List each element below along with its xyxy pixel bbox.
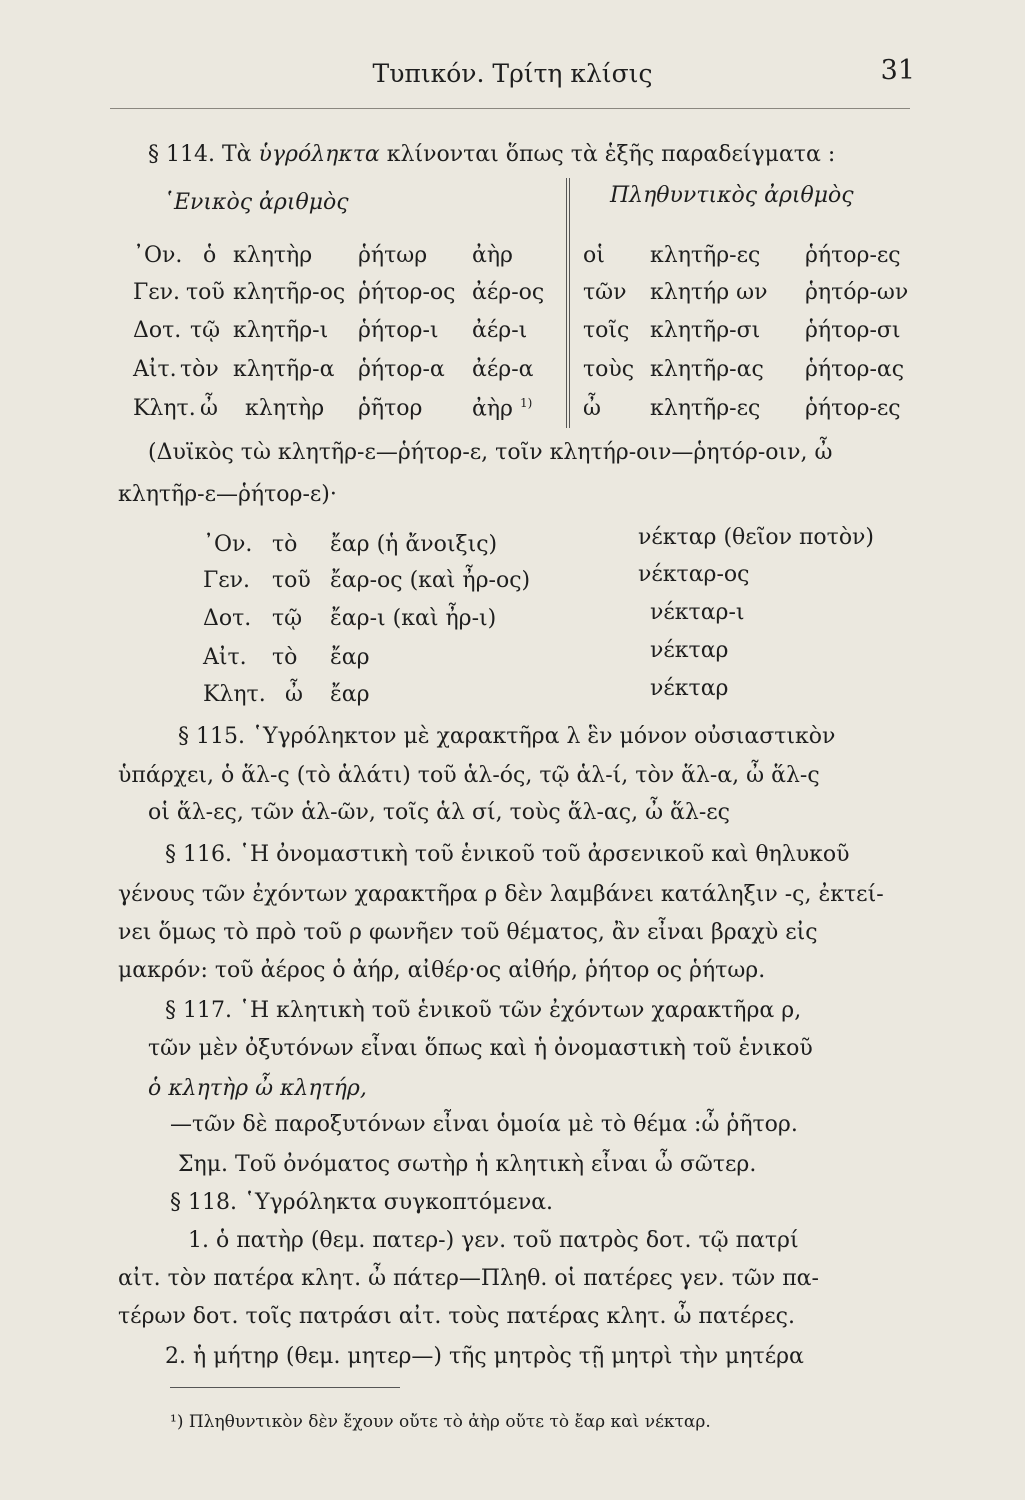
word-ear: ἔαρ	[330, 645, 370, 670]
page-number: 31	[880, 55, 915, 86]
plural-rhetor: ῥήτορ-ας	[805, 357, 905, 382]
plural-kletir: κλητῆρ-ας	[650, 357, 764, 382]
plural-heading: Πληθυντικὸς ἀριθμὸς	[610, 183, 854, 208]
article: ὦ	[285, 682, 303, 707]
case-label: Αἰτ.	[133, 357, 177, 382]
footnote-marker: 1)	[519, 396, 533, 410]
p118-heading: § 118. ῾Υγρόληκτα συγκοπτόμενα.	[170, 1190, 554, 1215]
article: τοῦ	[272, 568, 311, 593]
article: τὸ	[272, 645, 298, 670]
case-label: Αἰτ.	[203, 645, 247, 670]
case-label: Γεν.	[133, 280, 181, 305]
word-ear: ἔαρ-ος (καὶ ἦρ-ος)	[330, 568, 531, 593]
word-ear: ἔαρ-ι (καὶ ἦρ-ι)	[330, 606, 497, 631]
dual-note-line1: (Δυϊκὸς τὼ κλητῆρ-ε—ῥήτορ-ε, τοῖν κλητήρ-οιν—ῥητόρ-οιν, ὦ	[148, 440, 833, 465]
plural-kletir: κλητῆρ-ες	[650, 243, 761, 268]
word-kletir: κλητὴρ	[245, 396, 325, 421]
word-rhetor: ῥῆτορ	[358, 396, 423, 421]
word-aer: ἀὴρ $^{1)}$	[472, 396, 533, 422]
p117-line2: τῶν μὲν ὀξυτόνων εἶναι ὅπως καὶ ἡ ὀνομαστικὴ τοῦ ἑνικοῦ	[148, 1036, 813, 1061]
p115-line2: ὑπάρχει, ὁ ἅλ-ς (τὸ ἁλάτι) τοῦ ἁλ-ός, τῷ ἁλ-ί, τὸν ἅλ-α, ὦ ἅλ-ς	[118, 763, 820, 788]
p116-line1: § 116. ῾Η ὀνομαστικὴ τοῦ ἑνικοῦ τοῦ ἀρσενικοῦ καὶ θηλυκοῦ	[165, 842, 850, 867]
word-aer: ἀέρ-ος	[472, 280, 545, 305]
page-title: Τυπικόν. Τρίτη κλίσις	[372, 59, 653, 88]
word-aer: ἀὴρ	[472, 243, 513, 268]
p116-line3: νει ὅμως τὸ πρὸ τοῦ ρ φωνῆεν τοῦ θέματος, ἂν εἶναι βραχὺ εἰς	[118, 920, 818, 945]
dual-note-line2: κλητῆρ-ε—ῥήτορ-ε)·	[118, 482, 337, 507]
plural-rhetor: ῥήτορ-ες	[805, 243, 901, 268]
article: τῷ	[272, 606, 303, 631]
word-rhetor: ῥήτορ-α	[358, 357, 445, 382]
word-nektar: νέκταρ-ος	[638, 562, 750, 587]
word-rhetor: ῥήτορ-ος	[358, 280, 456, 305]
plural-rhetor: ῥήτορ-ες	[805, 396, 901, 421]
plural-kletir: κλητήρ ων	[650, 280, 768, 305]
word-nektar: νέκταρ	[650, 638, 729, 663]
article: ὦ	[200, 396, 218, 421]
plural-rhetor: ῥήτορ-σι	[805, 318, 901, 343]
article: τὸ	[272, 532, 298, 557]
p118-line1: 1. ὁ πατὴρ (θεμ. πατερ-) γεν. τοῦ πατρὸς δοτ. τῷ πατρί	[188, 1228, 799, 1253]
p117-line1: § 117. ῾Η κλητικὴ τοῦ ἑνικοῦ τῶν ἐχόντων χαρακτῆρα ρ,	[165, 998, 802, 1023]
case-label: ᾽Ον.	[133, 243, 183, 268]
p117-line3: ὁ κλητὴρ ὦ κλητήρ,	[148, 1076, 367, 1101]
case-label: ᾽Ον.	[203, 532, 253, 557]
word-ear: ἔαρ	[330, 682, 370, 707]
article: ὁ	[203, 243, 217, 268]
case-label: Δοτ.	[133, 318, 182, 343]
word-nektar: νέκταρ-ι	[650, 600, 745, 625]
p116-line2: γένους τῶν ἐχόντων χαρακτῆρα ρ δὲν λαμβάνει κατάληξιν -ς, ἐκτεί-	[118, 882, 884, 907]
p115-line1: § 115. ῾Υγρόληκτον μὲ χαρακτῆρα λ ἓν μόνον οὐσιαστικὸν	[178, 724, 836, 749]
word-kletir: κλητῆρ-ι	[233, 318, 329, 343]
word-rhetor: ῥήτωρ	[358, 243, 428, 268]
article: τοῦ	[186, 280, 225, 305]
p117-note: Σημ. Τοῦ ὀνόματος σωτὴρ ἡ κλητικὴ εἶναι ὦ σῶτερ.	[178, 1152, 757, 1177]
word-aer: ἀέρ-α	[472, 357, 534, 382]
footnote-rule	[170, 1387, 400, 1388]
case-label: Δοτ.	[203, 606, 252, 631]
word-nektar: νέκταρ	[650, 676, 729, 701]
word-rhetor: ῥήτορ-ι	[358, 318, 439, 343]
plural-article: οἱ	[583, 243, 605, 268]
word-kletir: κλητῆρ-α	[233, 357, 335, 382]
p118-line4: 2. ἡ μήτηρ (θεμ. μητερ—) τῆς μητρὸς τῇ μητρὶ τὴν μητέρα	[165, 1344, 804, 1369]
word-kletir: κλητὴρ	[233, 243, 313, 268]
case-label: Γεν.	[203, 568, 251, 593]
singular-heading: ῾Ενικὸς ἀριθμὸς	[163, 190, 349, 215]
plural-kletir: κλητῆρ-σι	[650, 318, 761, 343]
article: τὸν	[180, 357, 219, 382]
p116-line4: μακρόν: τοῦ ἀέρος ὁ ἀήρ, αἰθέρ·ος αἰθήρ, ῥήτορ ος ῥήτωρ.	[118, 958, 766, 983]
p118-line2: αἰτ. τὸν πατέρα κλητ. ὦ πάτερ—Πληθ. οἱ πατέρες γεν. τῶν πα-	[118, 1266, 819, 1291]
case-label: Κλητ.	[203, 682, 266, 707]
plural-article: τοὺς	[583, 357, 635, 382]
plural-kletir: κλητῆρ-ες	[650, 396, 761, 421]
word-ear: ἔαρ (ἡ ἄνοιξις)	[330, 532, 498, 557]
plural-article: τοῖς	[583, 318, 630, 343]
p115-line3: οἱ ἅλ-ες, τῶν ἁλ-ῶν, τοῖς ἁλ σί, τοὺς ἅλ-ας, ὦ ἅλ-ες	[148, 800, 730, 825]
footnote: ¹) Πληθυντικὸν δὲν ἔχουν οὔτε τὸ ἀὴρ οὔτε τὸ ἔαρ καὶ νέκταρ.	[170, 1412, 711, 1432]
p114-intro: § 114. Τὰ ὑγρόληκτα κλίνονται ὅπως τὰ ἑξῆς παραδείγματα :	[148, 142, 836, 167]
word-aer: ἀέρ-ι	[472, 318, 528, 343]
word-kletir: κλητῆρ-ος	[233, 280, 346, 305]
p118-line3: τέρων δοτ. τοῖς πατράσι αἰτ. τοὺς πατέρας κλητ. ὦ πατέρες.	[118, 1304, 795, 1329]
word-nektar: νέκταρ (θεῖον ποτὸν)	[638, 525, 875, 550]
article: τῷ	[190, 318, 221, 343]
running-header	[0, 55, 1025, 95]
plural-article: τῶν	[583, 280, 627, 305]
plural-rhetor: ῥητόρ-ων	[805, 280, 909, 305]
p117-line4: —τῶν δὲ παροξυτόνων εἶναι ὁμοία μὲ τὸ θέμα :ὦ ῥῆτορ.	[170, 1112, 798, 1137]
column-divider	[566, 178, 570, 428]
header-rule	[110, 108, 910, 109]
plural-article: ὦ	[583, 396, 601, 421]
case-label: Κλητ.	[133, 396, 196, 421]
